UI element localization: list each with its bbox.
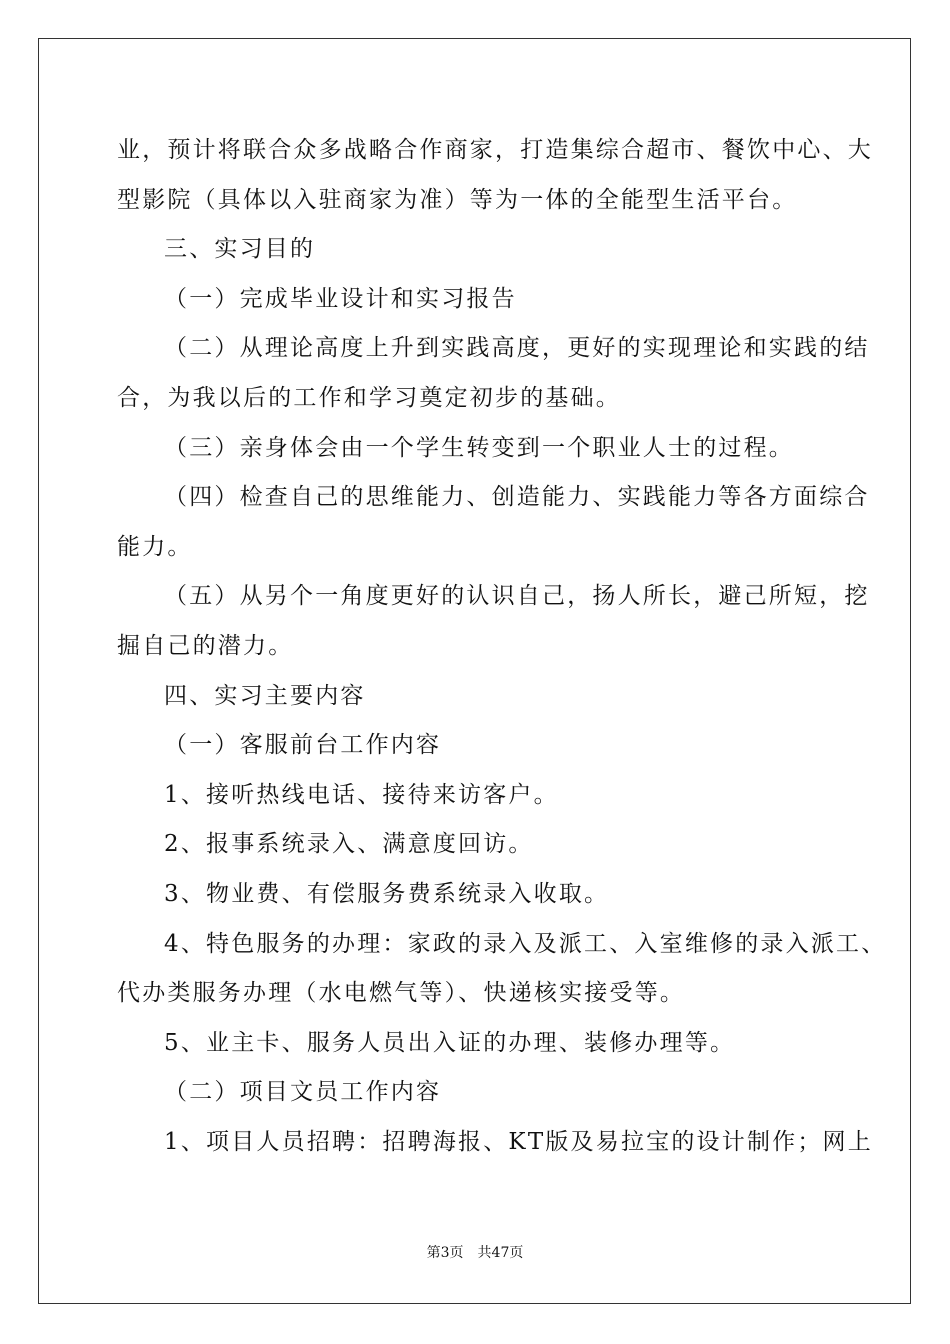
list-item: 2、报事系统录入、满意度回访。: [164, 831, 534, 858]
list-item: 5、业主卡、服务人员出入证的办理、装修办理等。: [164, 1029, 736, 1056]
list-item: 1、接听热线电话、接待来访客户。: [164, 781, 559, 808]
paragraph-line: 型影院（具体以入驻商家为准）等为一体的全能型生活平台。: [117, 186, 798, 213]
paragraph-line: （五）从另个一角度更好的认识自己，扬人所长，避己所短，挖: [164, 583, 870, 610]
subsection-heading: （一）客服前台工作内容: [164, 732, 442, 759]
page-number: 第3页: [426, 1245, 464, 1261]
paragraph-line: （三）亲身体会由一个学生转变到一个职业人士的过程。: [164, 434, 794, 461]
paragraph-line: 业，预计将联合众多战略合作商家，打造集综合超市、餐饮中心、大: [117, 137, 873, 163]
paragraph-line: （二）从理论高度上升到实践高度，更好的实现理论和实践的结: [164, 335, 870, 362]
subsection-heading: （二）项目文员工作内容: [164, 1079, 442, 1106]
list-item: 4、特色服务的办理：家政的录入及派工、入室维修的录入派工、: [164, 930, 887, 957]
document-body: [117, 126, 887, 1167]
paragraph-line: （四）检查自己的思维能力、创造能力、实践能力等各方面综合: [164, 484, 870, 511]
page-footer: [0, 1244, 950, 1262]
section-heading: 三、实习目的: [164, 236, 316, 263]
paragraph-line: 代办类服务办理（水电燃气等）、快递核实接受等。: [117, 980, 686, 1007]
list-item: 1、项目人员招聘：招聘海报、KT版及易拉宝的设计制作；网上: [164, 1128, 873, 1155]
list-item: 3、物业费、有偿服务费系统录入收取。: [164, 880, 610, 907]
section-heading: 四、实习主要内容: [164, 682, 366, 709]
paragraph-line: 合，为我以后的工作和学习奠定初步的基础。: [117, 384, 621, 411]
paragraph-line: 能力。: [117, 533, 193, 560]
page-total: 共47页: [477, 1245, 524, 1261]
subsection-heading: （一）完成毕业设计和实习报告: [164, 285, 517, 312]
paragraph-line: 掘自己的潜力。: [117, 632, 294, 659]
